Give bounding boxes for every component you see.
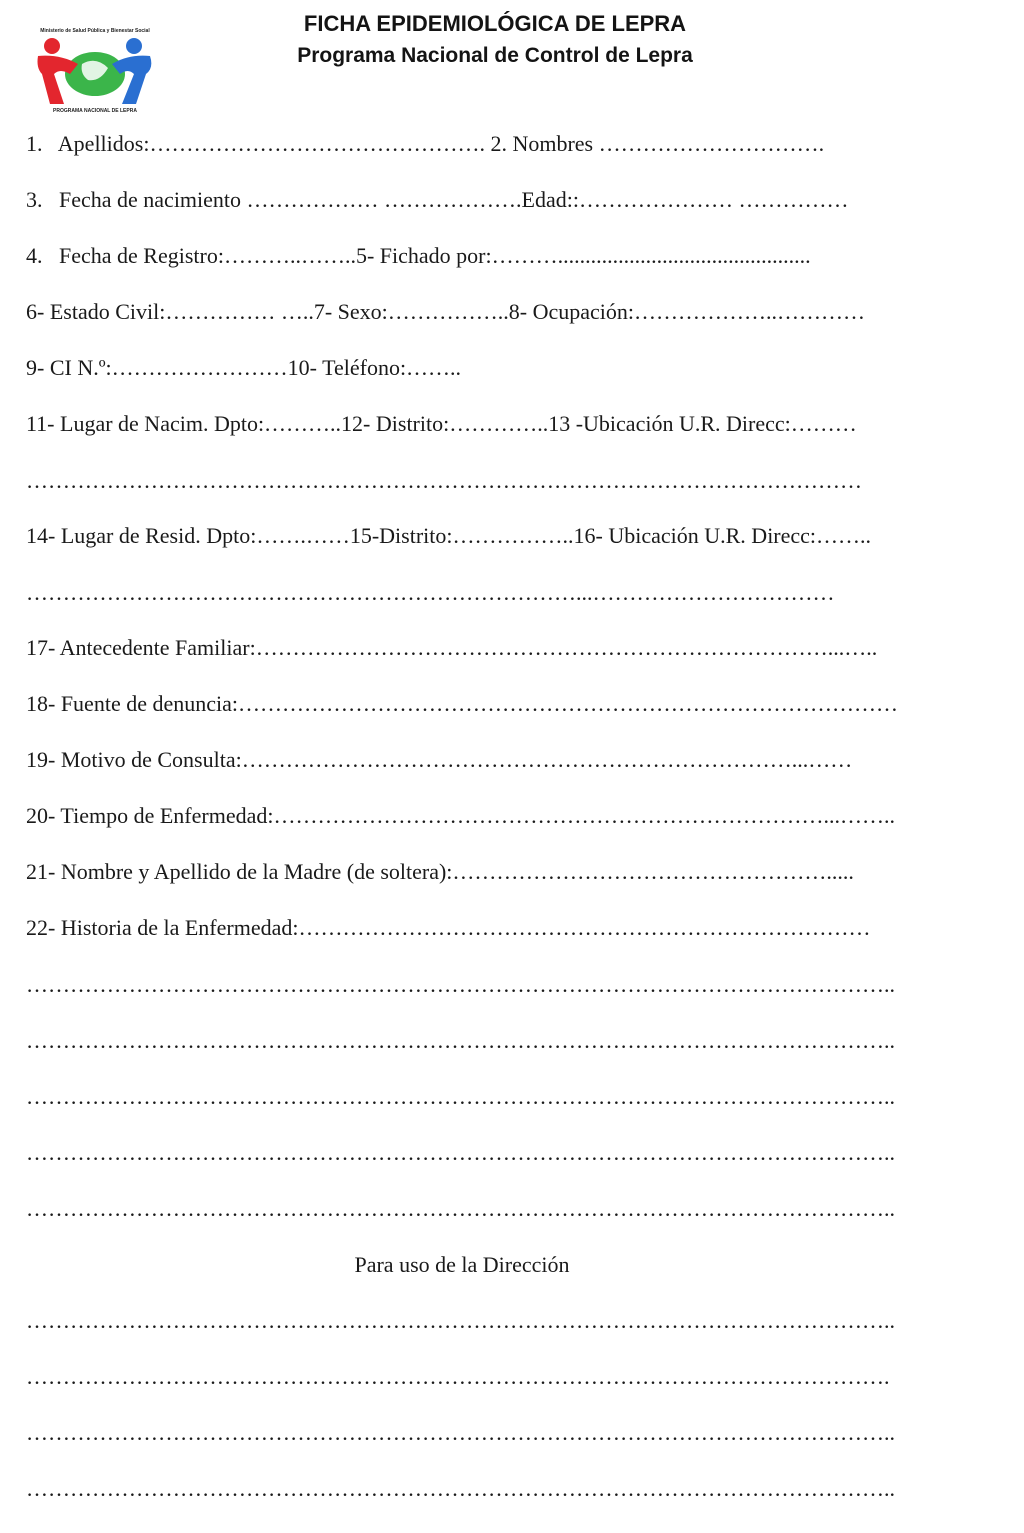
historia-blank-line[interactable]: ……………………………………………………………………………………………………….. [26, 1140, 895, 1165]
field-fecha-registro-fichado[interactable]: 4. Fecha de Registro:………..……..5- Fichado por:……….............................................. [26, 243, 811, 268]
direction-section-heading: Para uso de la Dirección [354, 1252, 570, 1277]
direction-blank-line[interactable]: ……………………………………………………………………………………………………….. [26, 1476, 895, 1501]
direction-blank-line[interactable]: ………………………………………………………………………………………………………. [26, 1364, 890, 1389]
form-title: FICHA EPIDEMIOLÓGICA DE LEPRA [303, 11, 687, 36]
field-lugar-residencia[interactable]: 14- Lugar de Resid. Dpto:…….……15-Distrito:……………..16- Ubicación U.R. Direcc:…….. [26, 523, 872, 548]
field-fecha-nacimiento-edad[interactable]: 3. Fecha de nacimiento ……………… ……………….Edad::………………… …………… [26, 187, 849, 212]
logo-ministry-text: Ministerio de Salud Pública y Bienestar Social [40, 28, 150, 34]
field-fuente-denuncia[interactable]: 18- Fuente de denuncia:……………………………………………………………………………… [26, 691, 898, 716]
historia-blank-line[interactable]: ……………………………………………………………………………………………………….. [26, 1028, 895, 1053]
field-historia-enfermedad[interactable]: 22- Historia de la Enfermedad:…………………………………………………………………… [26, 915, 871, 940]
historia-blank-line[interactable]: ……………………………………………………………………………………………………….. [26, 1196, 895, 1221]
historia-blank-line[interactable]: ……………………………………………………………………………………………………….. [26, 972, 895, 997]
field-lugar-nacimiento[interactable]: 11- Lugar de Nacim. Dpto:………..12- Distrito:…………..13 -Ubicación U.R. Direcc:……… [26, 411, 857, 436]
field-antecedente-familiar[interactable]: 17- Antecedente Familiar:……………………………………………………………………...….. [26, 635, 878, 660]
field-estado-sexo-ocupacion[interactable]: 6- Estado Civil:…………… …..7- Sexo:……………..8- Ocupación:………………..………… [26, 299, 865, 324]
field-lugar-nacimiento-continued[interactable]: …………………………………………………………………………………………………… [26, 468, 862, 493]
field-lugar-residencia-continued[interactable]: …………………………………………………………………...…………………………… [26, 580, 835, 605]
direction-blank-line[interactable]: ……………………………………………………………………………………………………….. [26, 1420, 895, 1445]
field-motivo-consulta[interactable]: 19- Motivo de Consulta:…………………………………………………………………...…… [26, 747, 853, 772]
field-apellidos-nombres[interactable]: 1. Apellidos:………………………………………. 2. Nombres …………………………. [26, 131, 825, 156]
field-tiempo-enfermedad[interactable]: 20- Tiempo de Enfermedad:…………………………………………………………………...…….. [26, 803, 895, 828]
field-nombre-madre[interactable]: 21- Nombre y Apellido de la Madre (de soltera):……………………………………………..... [26, 859, 854, 884]
logo-program-text: PROGRAMA NACIONAL DE LEPRA [53, 108, 137, 114]
direction-blank-line[interactable]: ……………………………………………………………………………………………………….. [26, 1308, 895, 1333]
historia-blank-line[interactable]: ……………………………………………………………………………………………………….. [26, 1084, 895, 1109]
field-ci-telefono[interactable]: 9- CI N.º:……………………10- Teléfono:…….. [26, 355, 462, 380]
form-subtitle: Programa Nacional de Control de Lepra [297, 44, 693, 67]
